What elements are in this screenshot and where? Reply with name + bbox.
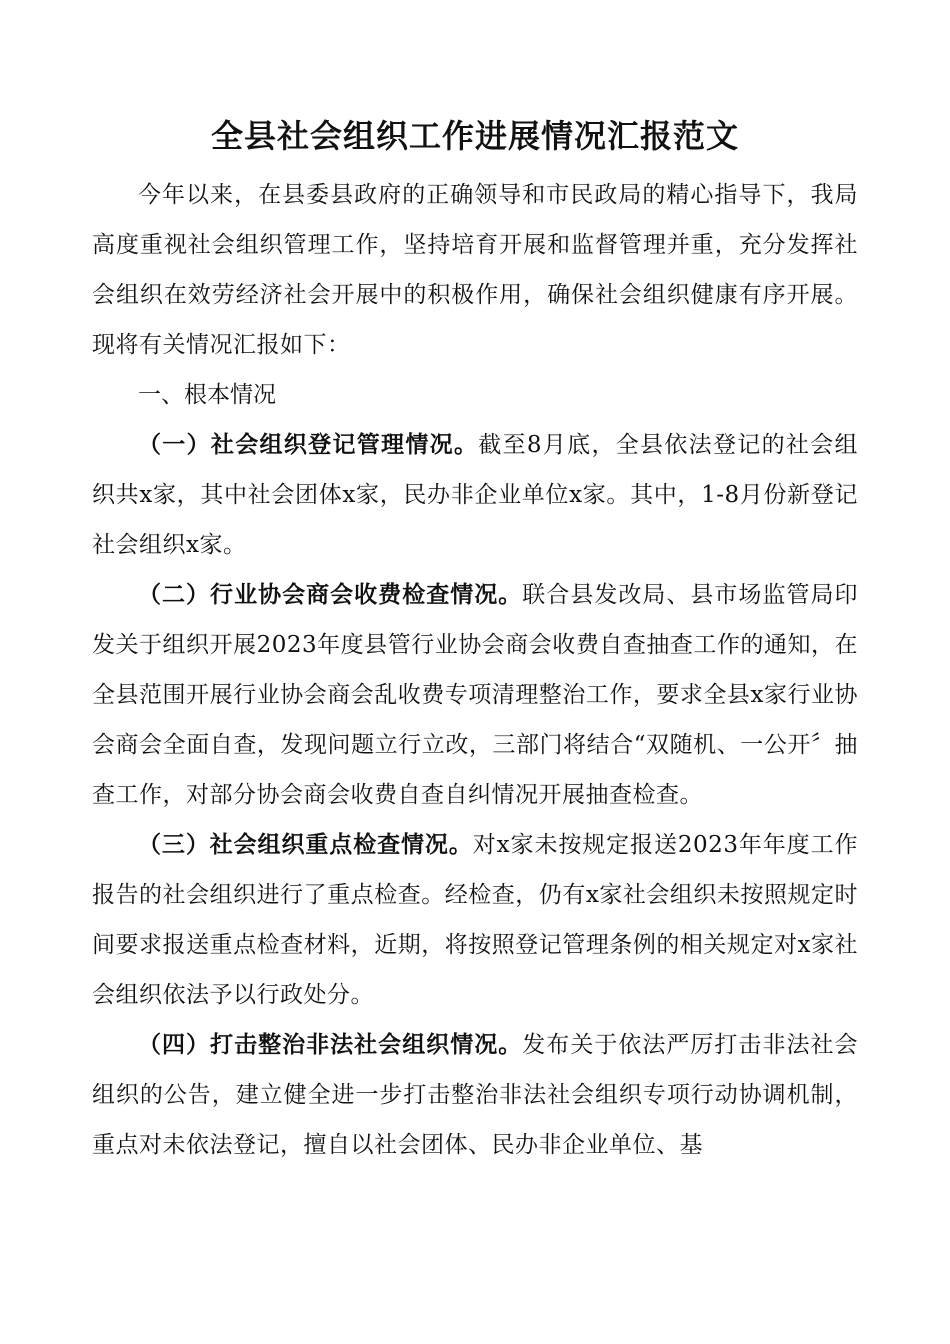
item-lead-4: （四）打击整治非法社会组织情况。 <box>138 1032 523 1058</box>
item-paragraph-3 <box>92 820 858 1020</box>
item-lead-1: （一）社会组织登记管理情况。 <box>138 432 479 458</box>
item-body-1: 截至8月底，全县依法登记的社会组织共x家，其中社会团体x家，民办非企业单位x家。其中，1-8月份新登记社会组织x家。 <box>92 432 858 558</box>
intro-paragraph: 今年以来，在县委县政府的正确领导和市民政局的精心指导下，我局高度重视社会组织管理工作，坚持培育开展和监督管理并重，充分发挥社会组织在效劳经济社会开展中的积极作用，确保社会组织健康有序开展。现将有关情况汇报如下： <box>92 182 858 358</box>
item-lead-2: （二）行业协会商会收费检查情况。 <box>138 582 523 608</box>
document-page <box>92 108 858 1170</box>
section-heading-1: 一、根本情况 <box>138 382 276 408</box>
item-paragraph-1 <box>92 420 858 570</box>
item-lead-3: （三）社会组织重点检查情况。 <box>138 832 473 858</box>
item-paragraph-4 <box>92 1020 858 1170</box>
item-paragraph-2 <box>92 570 858 820</box>
item-body-4: 发布关于依法严厉打击非法社会组织的公告，建立健全进一步打击整治非法社会组织专项行动协调机制，重点对未依法登记，擅自以社会团体、民办非企业单位、基 <box>92 1032 859 1158</box>
document-title: 全县社会组织工作进展情况汇报范文 <box>210 117 739 155</box>
item-body-3: 对x家未按规定报送2023年年度工作报告的社会组织进行了重点检查。经检查，仍有x家社会组织未按照规定时间要求报送重点检查材料，近期，将按照登记管理条例的相关规定对x家社会组织依法予以行政处分。 <box>92 832 858 1008</box>
item-body-2: 联合县发改局、县市场监管局印发关于组织开展2023年度县管行业协会商会收费自查抽查工作的通知，在全县范围开展行业协会商会乱收费专项清理整治工作，要求全县x家行业协会商会全面自查，发现问题立行立改，三部门将结合“双随机、一公开〞抽查工作，对部分协会商会收费自查自纠情况开展抽查检查。 <box>92 582 859 808</box>
